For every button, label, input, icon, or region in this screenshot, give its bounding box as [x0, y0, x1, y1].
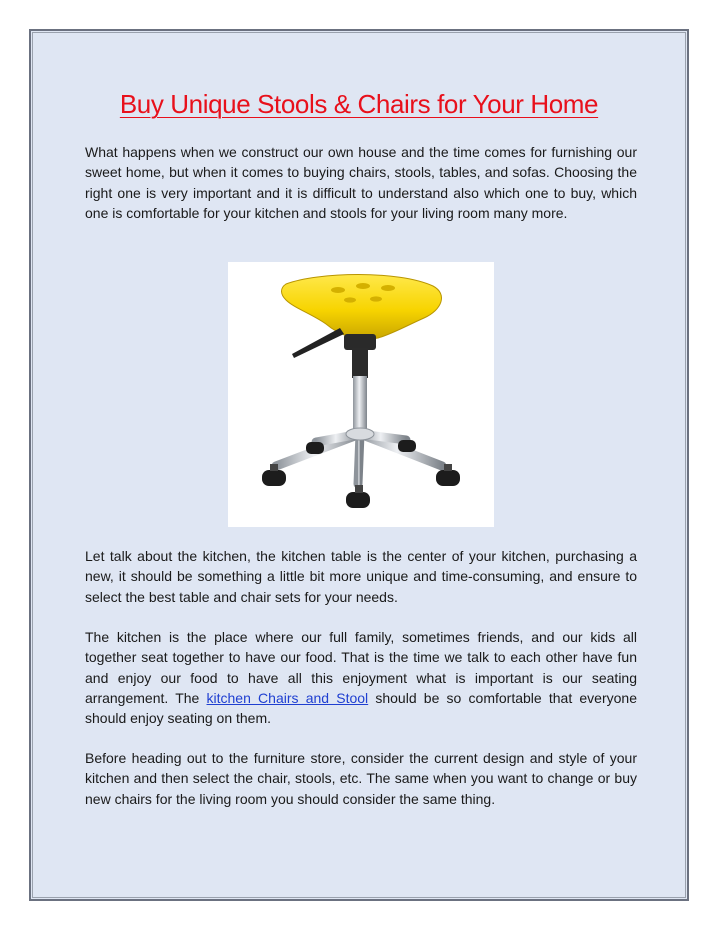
document-title: Buy Unique Stools & Chairs for Your Home — [119, 89, 599, 119]
paragraph-seating-text-start: The kitchen is the place where our full family, sometimes friends, and our kids all together seat together to have our food. That is the time we talk to each other have fun and enjoy our food to have all this enjoyment what is important is our seating arrangement. The — [85, 629, 637, 706]
yellow-bar-stool-icon — [228, 262, 494, 527]
paragraph-kitchen: Let talk about the kitchen, the kitchen table is the center of your kitchen, purchasing a new, it should be something a little bit more unique and time-consuming, and ensure to select the best table and chair sets for your needs. — [85, 548, 637, 605]
paragraph-furniture-store: Before heading out to the furniture store, consider the current design and style of your kitchen and then select the chair, stools, etc. The same when you want to change or buy new chairs for the living room you should consider the same thing. — [85, 750, 637, 807]
paragraph-intro: What happens when we construct our own house and the time comes for furnishing our sweet home, but when it comes to buying chairs, stools, tables, and sofas. Choosing the right one is very important and it is difficult to understand also which one to buy, which one is comfortable for your kitchen and stools for your living room many more. — [85, 144, 637, 221]
stool-image — [228, 262, 494, 527]
document-page — [29, 29, 689, 901]
kitchen-chairs-link[interactable]: kitchen Chairs and Stool — [206, 689, 369, 706]
paragraph-seating — [85, 627, 637, 728]
paragraph-seating-text-end: should be so comfortable that everyone should enjoy seating on them. — [85, 689, 637, 727]
